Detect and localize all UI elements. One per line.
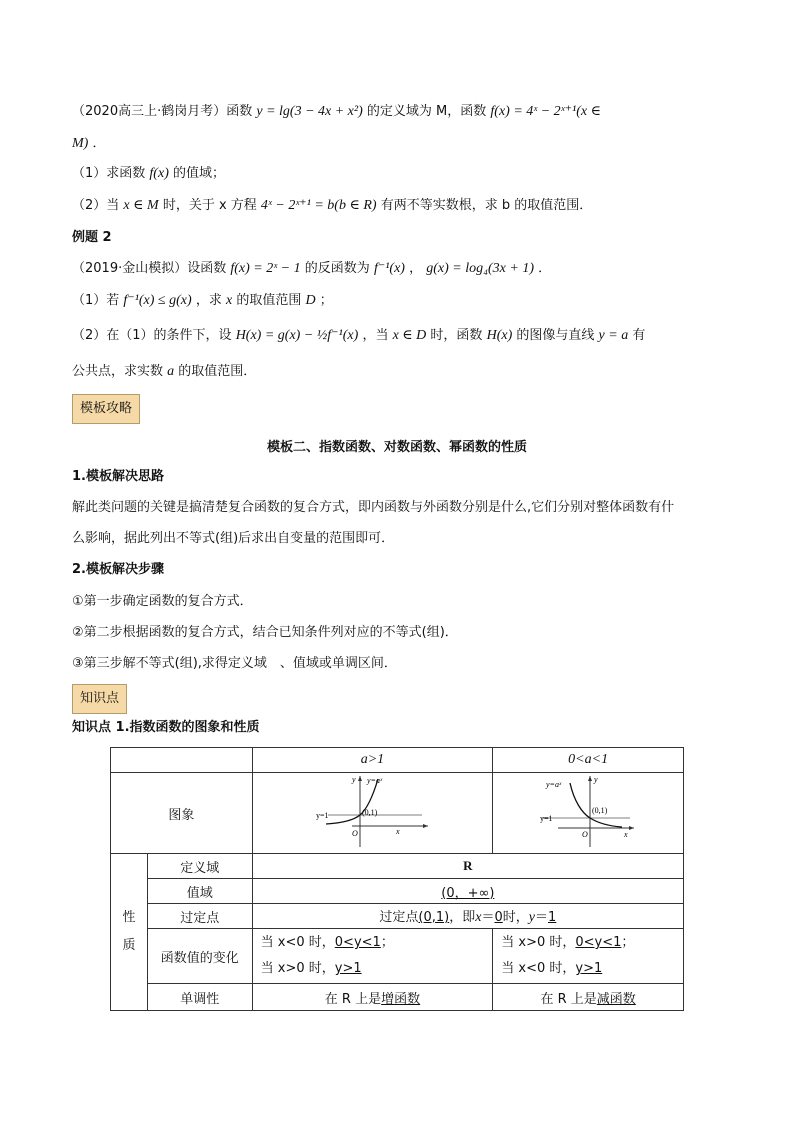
x-arrow-icon (629, 826, 634, 830)
math-expr: f(x) = 2ˣ − 1 (230, 261, 301, 276)
text: （2）当 (72, 198, 120, 213)
header-a-lt-1: 0<a<1 (493, 748, 684, 773)
text: 当 x>0 时， (260, 961, 335, 976)
step-1: ①第一步确定函数的复合方式． (72, 594, 253, 609)
prop-label-char: 质 (122, 938, 136, 953)
graph-y1-label: y=1 (540, 814, 553, 823)
text: 有 (632, 328, 646, 343)
fixed-point: (0,1) (418, 910, 450, 925)
problem1-q2 (72, 196, 592, 216)
graph-a-lt-1-cell (493, 773, 684, 854)
graph-y-label: y (352, 775, 357, 784)
change-label: 函数值的变化 (147, 929, 252, 984)
math-expr: y = a (598, 328, 629, 343)
value: 0<y<1 (575, 935, 622, 950)
change-lt-1-line2 (501, 956, 679, 982)
text: ＝ (481, 910, 495, 925)
text: 当 x>0 时， (501, 935, 576, 950)
graph-func-label: y=aˣ (367, 776, 383, 785)
text: 当 x<0 时， (501, 961, 576, 976)
range-value-cell (252, 879, 683, 904)
fixed-y-value: 1 (548, 910, 557, 925)
math-expr: D (305, 293, 316, 308)
graph-a-gt-1-cell (252, 773, 493, 854)
math-expr: f⁻¹(x) (373, 261, 405, 276)
example2-q2 (72, 326, 645, 346)
prop-label-char: 性 (122, 910, 136, 925)
table-row (111, 773, 684, 854)
example2-line1 (72, 259, 551, 279)
math-expr: f(x) = 4ˣ − 2ˣ⁺¹(x ∈ (490, 104, 601, 119)
change-lt-1-line1 (501, 930, 679, 956)
domain-value: R (252, 854, 683, 879)
text: 的反函数为 (304, 261, 370, 276)
text: ； (380, 935, 394, 950)
graph-y1-label: y=1 (316, 811, 329, 820)
change-gt-1-line1 (261, 930, 489, 956)
math-expr: g(x) = log₄(3x + 1) (426, 261, 534, 276)
thinking-text1: 解此类问题的关键是搞清楚复合函数的复合方式，即内函数与外函数分别是什么,它们分别对整体函数有什 (72, 500, 675, 515)
value: y>1 (575, 961, 603, 976)
text: 的图像与直线 (516, 328, 595, 343)
problem1-q1 (72, 164, 225, 184)
example2-q2-line2 (72, 362, 256, 382)
mono-lt-1 (493, 984, 684, 1011)
domain-label: 定义域 (147, 854, 252, 879)
text: 公共点，求实数 (72, 364, 164, 379)
header-a-gt-1: a>1 (252, 748, 493, 773)
math-expr: y (528, 910, 535, 925)
text: 在 R 上是 (540, 991, 597, 1007)
text: ，求 (195, 293, 222, 308)
graph-a-gt-1 (312, 773, 432, 849)
graph-a-lt-1 (538, 773, 638, 849)
text: ． (92, 136, 106, 151)
exp-function-table (110, 747, 684, 1011)
range-label: 值域 (147, 879, 252, 904)
text: ； (621, 935, 635, 950)
y-arrow-icon (358, 776, 362, 781)
problem1-line1 (72, 102, 601, 122)
graph-origin-label: O (352, 829, 359, 838)
math-expr: x (475, 910, 482, 925)
fixed-x-value: 0 (494, 910, 503, 925)
thinking-heading: 1.模板解决思路 (72, 469, 164, 484)
graph-point-label: (0,1) (362, 808, 378, 817)
row-graph-label: 图象 (111, 773, 253, 854)
graph-x-label: x (396, 827, 401, 836)
math-expr: H(x) = g(x) − ½f⁻¹(x) (235, 328, 359, 343)
problem1-source: （2020高三上·鹤岗月考）函数 (72, 104, 253, 119)
text: ， (409, 261, 423, 276)
math-expr: y = lg(3 − 4x + x²) (256, 104, 363, 119)
step-3: ③第三步解不等式(组),求得定义域 、值域或单调区间． (72, 656, 397, 671)
template-tag: 模板攻略 (72, 394, 140, 424)
table-row (111, 854, 684, 879)
step-2: ②第二步根据函数的复合方式，结合已知条件列对应的不等式(组)． (72, 625, 458, 640)
value: 0<y<1 (334, 935, 381, 950)
math-expr: M) (72, 136, 89, 151)
table-row (111, 748, 684, 773)
table-row (111, 984, 684, 1011)
table-row (111, 904, 684, 929)
knowledge-tag: 知识点 (72, 684, 127, 714)
text: 的取值范围 (236, 293, 302, 308)
math-expr: H(x) (486, 328, 513, 343)
text: 时，关于 x 方程 (162, 198, 257, 213)
text: 过定点 (379, 910, 419, 925)
math-expr: 4ˣ − 2ˣ⁺¹ = b(b ∈ R) (260, 198, 377, 213)
x-arrow-icon (423, 824, 428, 828)
math-expr: f⁻¹(x) ≤ g(x) (123, 293, 192, 308)
table-corner (111, 748, 253, 773)
knowledge-title: 知识点 1.指数函数的图象和性质 (72, 720, 260, 735)
y-arrow-icon (588, 776, 592, 781)
text: 的定义域为 M，函数 (366, 104, 487, 119)
text: ，当 (362, 328, 389, 343)
exp-curve-increasing (326, 779, 378, 824)
math-expr: f(x) (149, 166, 169, 181)
change-gt-1-line2 (261, 956, 489, 982)
fixed-point-label: 过定点 (147, 904, 252, 929)
graph-func-label: y=aˣ (546, 780, 562, 789)
text: （1）求函数 (72, 166, 146, 181)
math-expr: x ∈ D (392, 328, 427, 343)
text: 当 x<0 时， (260, 935, 335, 950)
text: 在 R 上是 (324, 991, 382, 1007)
text: （2019·金山模拟）设函数 (72, 261, 227, 276)
fixed-point-value (252, 904, 683, 929)
value: 增函数 (381, 991, 421, 1007)
math-expr: a (167, 364, 175, 379)
math-expr: x (225, 293, 233, 308)
text: 时，函数 (430, 328, 483, 343)
text: （1）若 (72, 293, 120, 308)
change-gt-1 (252, 929, 493, 984)
graph-origin-label: O (582, 830, 588, 839)
text: 有两不等实数根，求 b 的取值范围． (380, 198, 593, 213)
text: ． (538, 261, 552, 276)
text: ，即 (449, 910, 476, 925)
value: y>1 (334, 961, 362, 976)
text: ＝ (534, 910, 548, 925)
change-lt-1 (493, 929, 684, 984)
graph-point-label: (0,1) (592, 806, 608, 815)
problem1-line2 (72, 134, 105, 154)
exp-curve-decreasing (570, 783, 622, 827)
math-expr: x ∈ M (123, 198, 159, 213)
text: ； (319, 293, 333, 308)
table-row (111, 879, 684, 904)
prop-label (111, 854, 148, 1011)
mono-label: 单调性 (147, 984, 252, 1011)
range-value: (0，+∞) (441, 885, 495, 901)
section-title: 模板二、指数函数、对数函数、幂函数的性质 (266, 440, 527, 455)
text: （2）在（1）的条件下，设 (72, 328, 232, 343)
example2-q1 (72, 291, 333, 311)
table-row (111, 929, 684, 984)
text: 的取值范围． (178, 364, 257, 379)
graph-x-label: x (624, 830, 628, 839)
value: 减函数 (596, 991, 636, 1007)
steps-heading: 2.模板解决步骤 (72, 562, 164, 577)
example2-heading: 例题 2 (72, 230, 112, 245)
thinking-text2: 么影响，据此列出不等式(组)后求出自变量的范围即可． (72, 531, 395, 546)
mono-gt-1 (252, 984, 493, 1011)
text: 的值域； (173, 166, 226, 181)
graph-y-label: y (594, 775, 598, 784)
text: 时， (502, 910, 529, 925)
